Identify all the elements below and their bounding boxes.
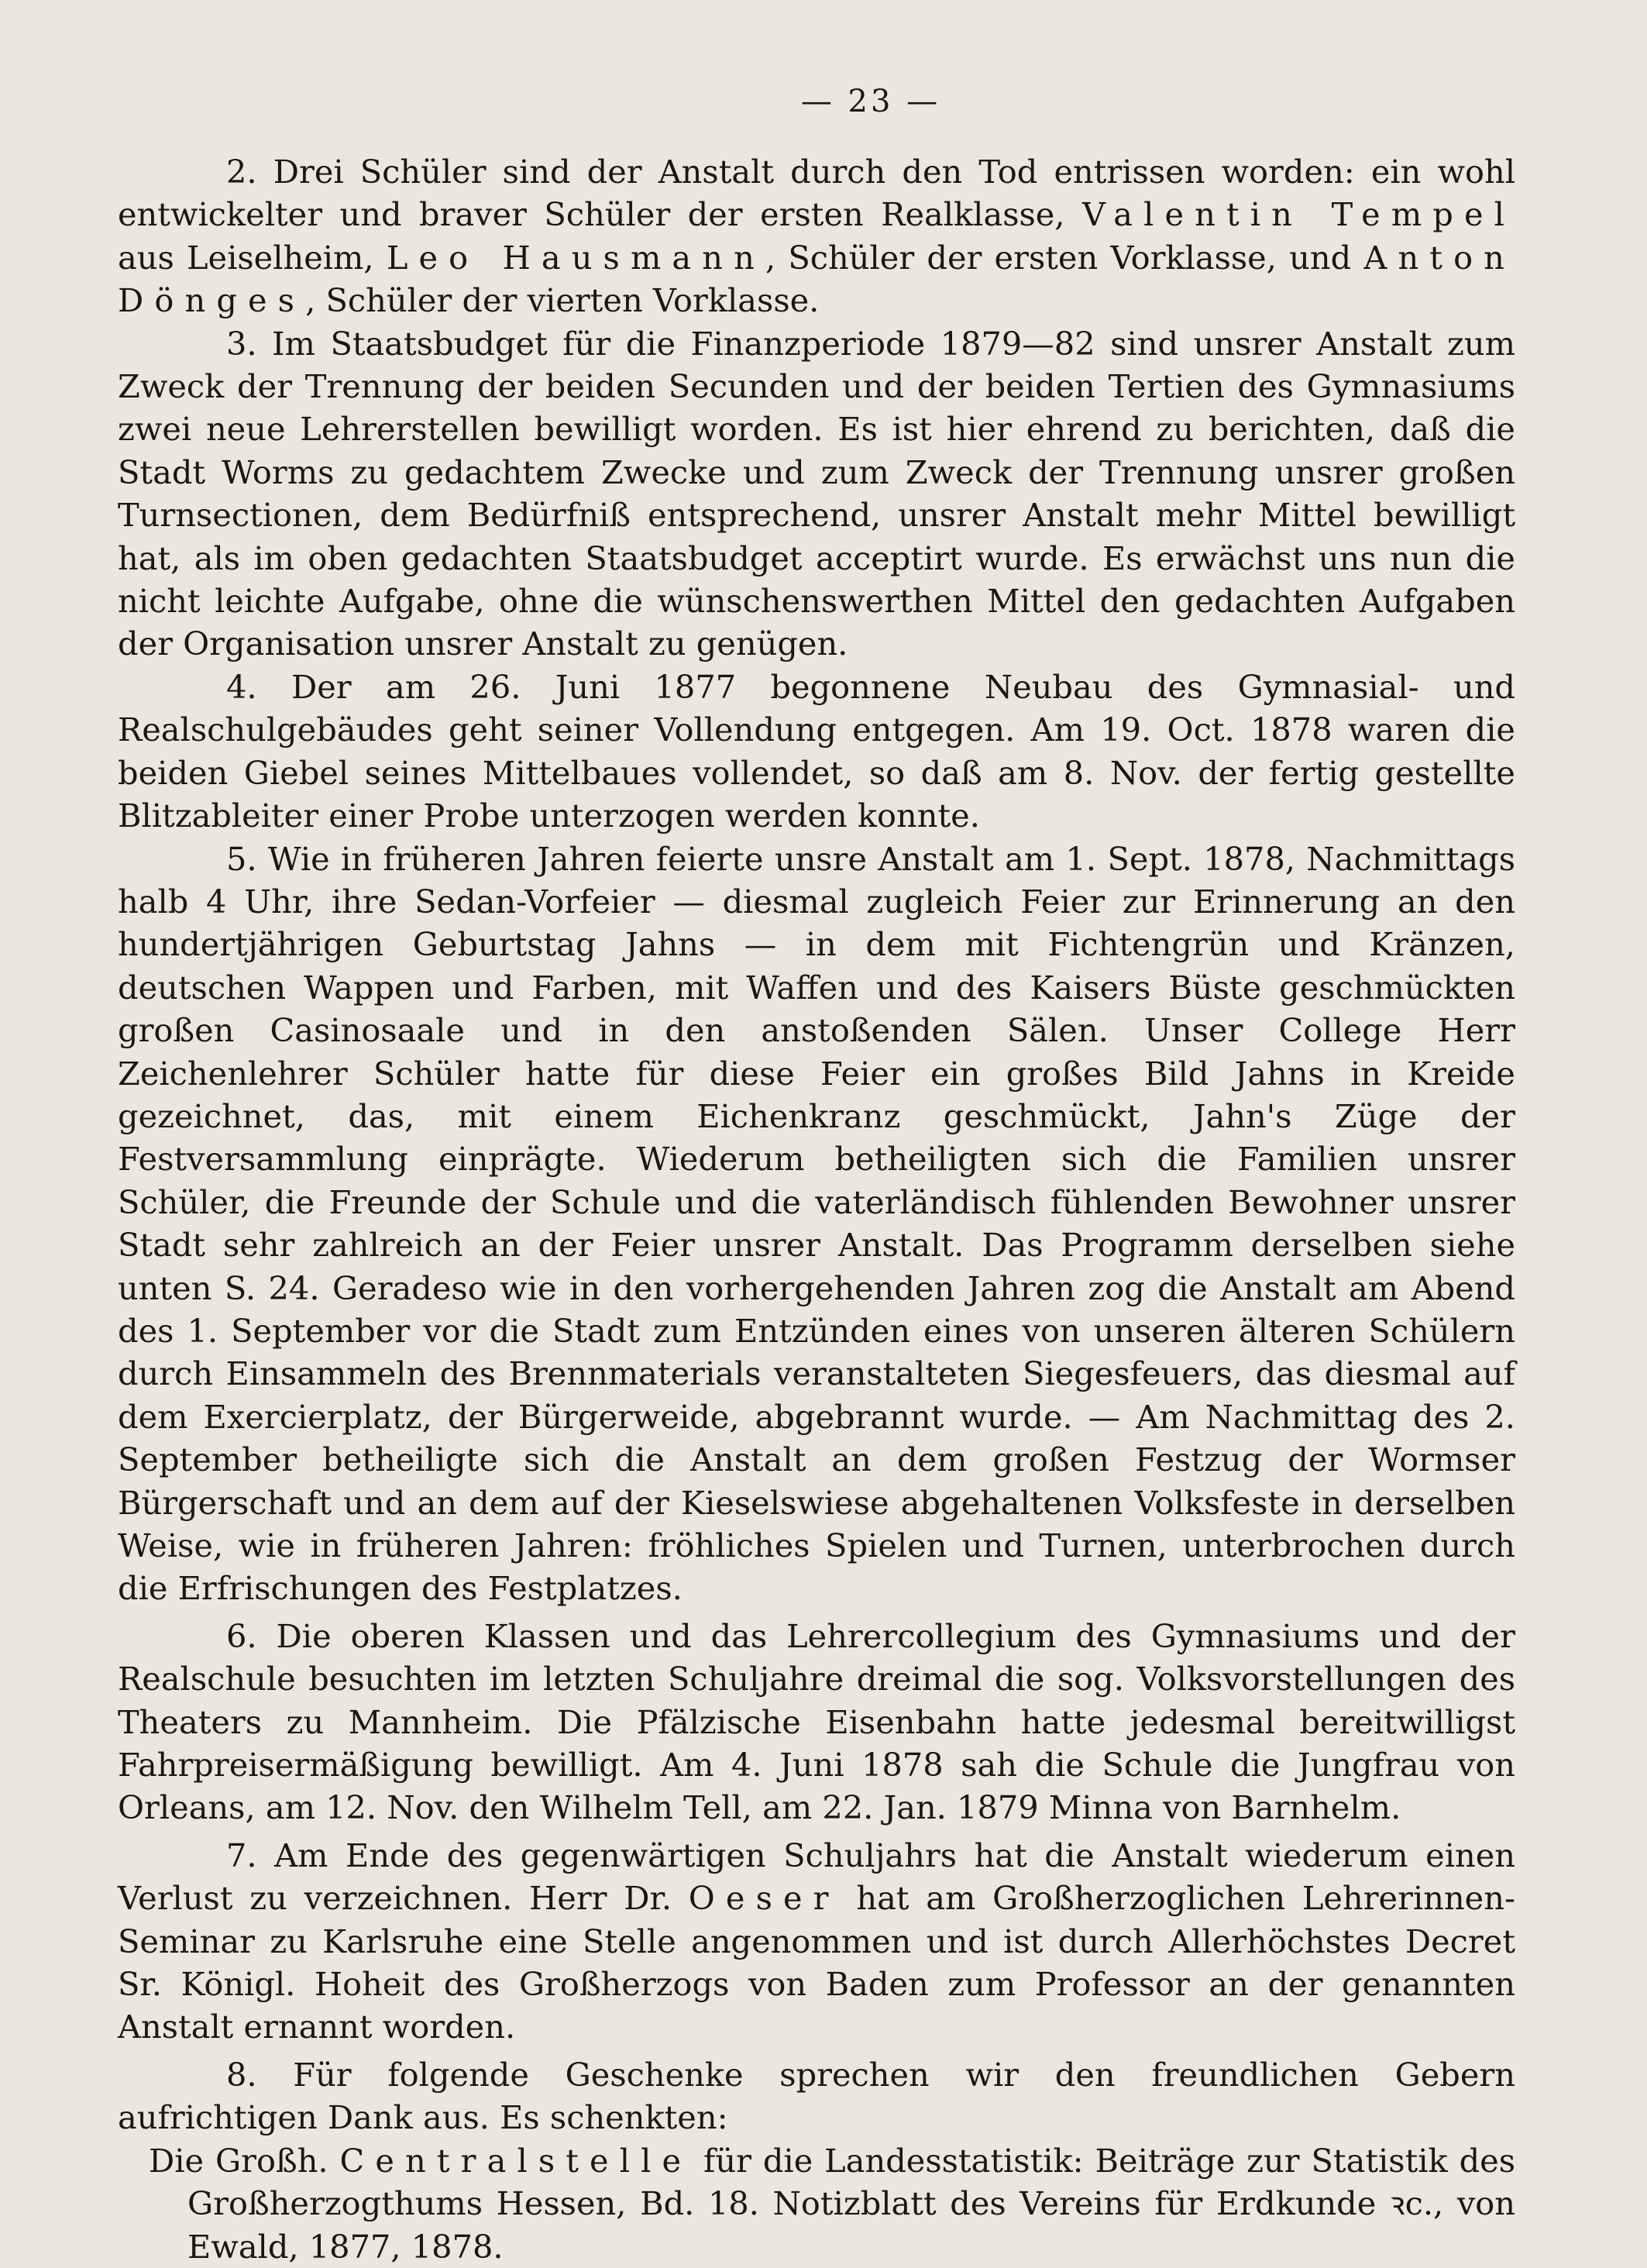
gift-indent [118,2142,149,2180]
paragraph-p3 [118,322,1515,666]
paragraph-text: , Schüler der ersten Vorklasse, und [765,238,1364,277]
paragraph-text: 2. Drei Schüler sind der Anstalt durch den Tod entrissen worden: ein wohl entwickelter und braver Schüler der ersten Realklasse, [118,153,1515,234]
paragraph-text: 4. Der am 26. Juni 1877 begonnene Neubau des Gymnasial- und Realschulgebäudes geht seiner Vollendung entgegen. Am 19. Oct. 1878 waren die beiden Giebel seines Mittelbaues vollendet, so daß am 8. Nov. der fertig gestellte Blitzableiter einer Probe unterzogen werden konnte. [118,667,1515,835]
spaced-name: Oeser [688,1879,840,1918]
paragraph-text: 3. Im Staatsbudget für die Finanzperiode 1879—82 sind unsrer Anstalt zum Zweck der Trennung der beiden Secunden und der beiden Tertien des Gymnasiums zwei neue Lehrerstellen bewilligt worden. Es ist hier ehrend zu berichten, daß die Stadt Worms zu gedachtem Zwecke und zum Zweck der Trennung unsrer großen Turnsectionen, dem Bedürfniß entsprechend, unsrer Anstalt mehr Mittel bewilligt hat, als im oben gedachten Staatsbudget acceptirt wurde. Es erwächst uns nun die nicht leichte Aufgabe, ohne die wünschenswerthen Mittel den gedachten Aufgaben der Organisation unsrer Anstalt zu genügen. [118,324,1515,663]
spaced-name: Leo Hausmann [386,238,765,277]
gift-entry [118,2139,1515,2268]
spaced-name: Anton Dönges [118,238,1515,320]
paragraph-p2 [118,150,1515,322]
paragraph-p6 [118,1615,1515,1829]
paragraph-p5 [118,838,1515,1610]
paragraph-p8 [118,2053,1515,2139]
page-number: — 23 — [800,84,941,119]
paragraph-p4 [118,666,1515,838]
paragraph-text: 7. Am Ende des gegenwärtigen Schuljahrs hat die Anstalt wiederum einen Verlust zu verzeichnen. Herr Dr. [118,1836,1515,1918]
paragraph-text: 5. Wie in früheren Jahren feierte unsre Anstalt am 1. Sept. 1878, Nachmittags halb 4 Uhr, ihre Sedan-Vorfeier — diesmal zugleich Feier zur Erinnerung an den hundertjährigen Geburtstag Jahns — in dem mit Fichtengrün und Kränzen, deutschen Wappen und Farben, mit Waffen und des Kaisers Büste geschmückten großen Casinosaale und in den anstoßenden Sälen. Unser College Herr Zeichenlehrer Schüler hatte für diese Feier ein großes Bild Jahns in Kreide gezeichnet, das, mit einem Eichenkranz geschmückt, Jahn's Züge der Festversammlung einprägte. Wiederum betheiligten sich die Familien unsrer Schüler, die Freunde der Schule und die vaterländisch fühlenden Bewohner unsrer Stadt sehr zahlreich an der Feier unsrer Anstalt. Das Programm derselben siehe unten S. 24. Geradeso wie in den vorhergehenden Jahren zog die Anstalt am Abend des 1. September vor die Stadt zum Entzünden eines von unseren älteren Schülern durch Einsammeln des Brennmaterials veranstalteten Siegesfeuers, das diesmal auf dem Exercierplatz, der Bürgerweide, abgebrannt wurde. — Am Nachmittag des 2. September betheiligte sich die Anstalt an dem großen Festzug der Wormser Bürgerschaft und an dem auf der Kieselswiese abgehaltenen Volksfeste in derselben Weise, wie in früheren Jahren: fröhliches Spielen und Turnen, unterbrochen durch die Erfrischungen des Festplatzes. [118,839,1515,1608]
gift-text: Die Großh. [149,2141,340,2180]
body-text [118,150,1515,2268]
spaced-name: Centralstelle [339,2141,693,2180]
paragraph-text: hat am Großherzoglichen Lehrerinnen-Seminar zu Karlsruhe eine Stelle angenommen und ist durch Allerhöchstes Decret Sr. Königl. Hoheit des Großherzogs von Baden zum Professor an der genannten Anstalt ernannt worden. [118,1879,1515,2046]
paragraph-text: aus Leiselheim, [118,238,387,277]
spaced-name: Valentin Tempel [1082,195,1516,234]
paragraph-text: 6. Die oberen Klassen und das Lehrercollegium des Gymnasiums und der Realschule besuchten im letzten Schuljahre dreimal die sog. Volksvorstellungen des Theaters zu Mannheim. Die Pfälzische Eisenbahn hatte jedesmal bereitwilligst Fahrpreisermäßigung bewilligt. Am 4. Juni 1878 sah die Schule die Jungfrau von Orleans, am 12. Nov. den Wilhelm Tell, am 22. Jan. 1879 Minna von Barnhelm. [118,1616,1515,1827]
paragraph-text: , Schüler der vierten Vorklasse. [305,281,820,320]
paragraph-p7 [118,1834,1515,2049]
paragraph-text: 8. Für folgende Geschenke sprechen wir den freundlichen Gebern aufrichtigen Dank aus. Es schenkten: [118,2055,1515,2137]
gift-text: für die Landesstatistik: Beiträge zur Statistik des Großherzogthums Hessen, Bd. 18. Notizblatt des Vereins für Erdkunde ꝛc., von Ewald, 1877, 1878. [187,2141,1515,2266]
